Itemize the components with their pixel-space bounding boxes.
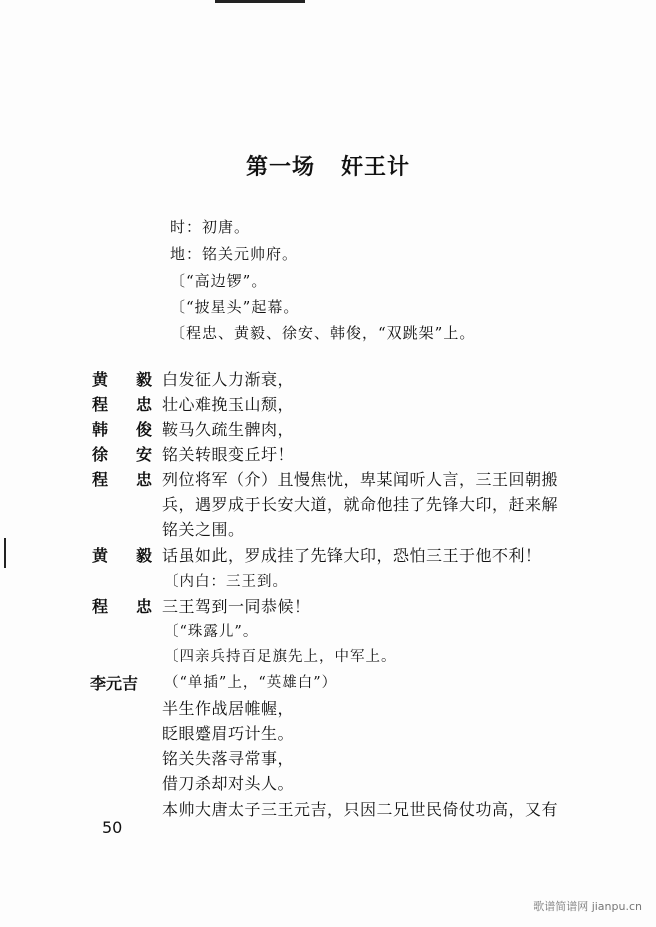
dialogue-line: 列位将军（介）且慢焦忧，卑某闻听人言，三王回朝搬 (162, 470, 559, 489)
speaker-huang-yi: 黄 毅 (92, 370, 152, 389)
stage-direction: 〔四亲兵持百足旗先上，中军上。 (164, 649, 397, 665)
scene-number: 第一场 (245, 155, 315, 180)
stage-place: 地：铭关元帅府。 (170, 245, 299, 263)
scan-mark-left (4, 538, 6, 568)
speaker-xu-an: 徐 安 (92, 445, 152, 464)
scan-mark-top (215, 0, 305, 3)
stage-direction: 〔“披星头”起幕。 (170, 298, 300, 316)
verse-line: 铭关失落寻常事， (162, 749, 295, 768)
speaker-li-yuanji: 李元吉 (90, 674, 139, 693)
verse-line: 半生作战居帷幄， (162, 699, 295, 718)
speaker-cheng-zhong: 程 忠 (92, 395, 152, 414)
stage-direction: （“单插”上，“英雄白”） (164, 675, 338, 691)
dialogue-line: 话虽如此，罗成挂了先锋大印，恐怕三王于他不利！ (162, 546, 542, 565)
stage-direction: 〔内白：三王到。 (164, 574, 288, 590)
verse-line: 眨眼蹙眉巧计生。 (162, 724, 295, 743)
dialogue-line: 白发征人力渐衰， (162, 370, 295, 389)
stage-time: 时：初唐。 (170, 218, 251, 236)
page-number: 50 (102, 818, 123, 837)
speaker-cheng-zhong: 程 忠 (92, 470, 152, 489)
speaker-cheng-zhong: 程 忠 (92, 597, 152, 616)
speaker-han-jun: 韩 俊 (92, 420, 152, 439)
dialogue-line: 鞍马久疏生髀肉， (162, 420, 295, 439)
stage-direction: 〔程忠、黄毅、徐安、韩俊，“双跳架”上。 (170, 324, 476, 342)
dialogue-line: 壮心难挽玉山颓， (162, 395, 295, 414)
scene-name: 奸王计 (341, 155, 411, 180)
dialogue-line: 铭关转眼变丘圩！ (162, 445, 295, 464)
dialogue-line: 本帅大唐太子三王元吉，只因二兄世民倚仗功高，又有 (162, 800, 559, 819)
dialogue-line: 兵，遇罗成于长安大道，就命他挂了先锋大印，赶来解 (162, 495, 559, 514)
dialogue-line: 铭关之围。 (162, 520, 245, 539)
stage-direction: 〔“高边锣”。 (170, 272, 268, 290)
verse-line: 借刀杀却对头人。 (162, 774, 295, 793)
site-watermark: 歌谱简谱网 jianpu.cn (533, 900, 642, 913)
dialogue-line: 三王驾到一同恭候！ (162, 597, 311, 616)
stage-direction: 〔“珠露儿”。 (164, 624, 259, 640)
speaker-huang-yi: 黄 毅 (92, 546, 152, 565)
scene-title (0, 150, 656, 181)
